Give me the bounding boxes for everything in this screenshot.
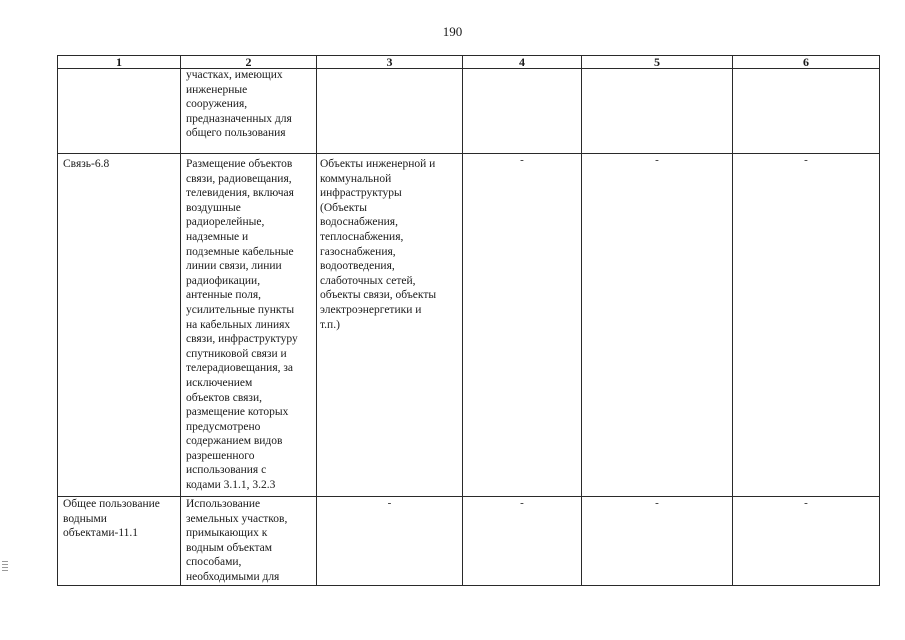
table-cell	[733, 154, 880, 497]
table-cell	[582, 497, 733, 586]
table-row	[58, 154, 880, 497]
table-cell	[181, 154, 317, 497]
column-header-6: 6	[733, 56, 880, 69]
table-cell	[733, 69, 880, 154]
cell-text: -	[520, 154, 524, 166]
cell-text: -	[520, 497, 524, 509]
table-header-row	[58, 56, 880, 69]
land-use-description: Использование земельных участков, примыкающих к водным объектам способами, необходимыми для	[186, 498, 288, 583]
column-header-1: 1	[58, 56, 181, 69]
cell-text: -	[804, 154, 808, 166]
column-header-3: 3	[317, 56, 463, 69]
table-cell	[317, 497, 463, 586]
land-use-description: Размещение объектов связи, радиовещания, телевидения, включая воздушные радиорелейные, надземные и подземные кабельные линии связи, линии радиофикации, антенные поля, усилительные пункты на кабельных линиях связи, инфраструктуру спутниковой связи и телерадиовещания, за исключением объектов связи, размещение которых предусмотрено содержанием видов разрешенного использования с кодами 3.1.1, 3.2.3	[186, 158, 298, 492]
cell-text: -	[655, 154, 659, 166]
column-header-5: 5	[582, 56, 733, 69]
table-cell	[463, 497, 582, 586]
table-cell	[181, 497, 317, 586]
table-cell	[582, 154, 733, 497]
table-cell	[463, 69, 582, 154]
table-cell	[181, 69, 317, 154]
page-number: 190	[442, 24, 463, 39]
cell-text: -	[655, 497, 659, 509]
cell-text: -	[387, 497, 392, 509]
land-use-table	[57, 55, 880, 586]
land-use-type: Общее пользование водными объектами-11.1	[63, 498, 160, 540]
table-cell	[58, 69, 181, 154]
table-row	[58, 497, 880, 586]
table-row	[58, 69, 880, 154]
table-cell	[317, 69, 463, 154]
column-header-4: 4	[463, 56, 582, 69]
table-cell	[58, 154, 181, 497]
permitted-objects: Объекты инженерной и коммунальной инфраструктуры (Объекты водоснабжения, теплоснабжения, газоснабжения, водоотведения, слаботочных сетей, объекты связи, объекты электроэнергетики и т.п.)	[320, 158, 437, 331]
land-use-type: Связь-6.8	[63, 158, 110, 170]
cell-text: участках, имеющих инженерные сооружения, предназначенных для общего пользования	[186, 69, 292, 140]
column-header-2: 2	[181, 56, 317, 69]
cell-text: -	[804, 497, 808, 509]
table-cell	[317, 154, 463, 497]
table-cell	[582, 69, 733, 154]
table-cell	[733, 497, 880, 586]
table-cell	[58, 497, 181, 586]
scan-artifact	[2, 561, 8, 577]
table-cell	[463, 154, 582, 497]
